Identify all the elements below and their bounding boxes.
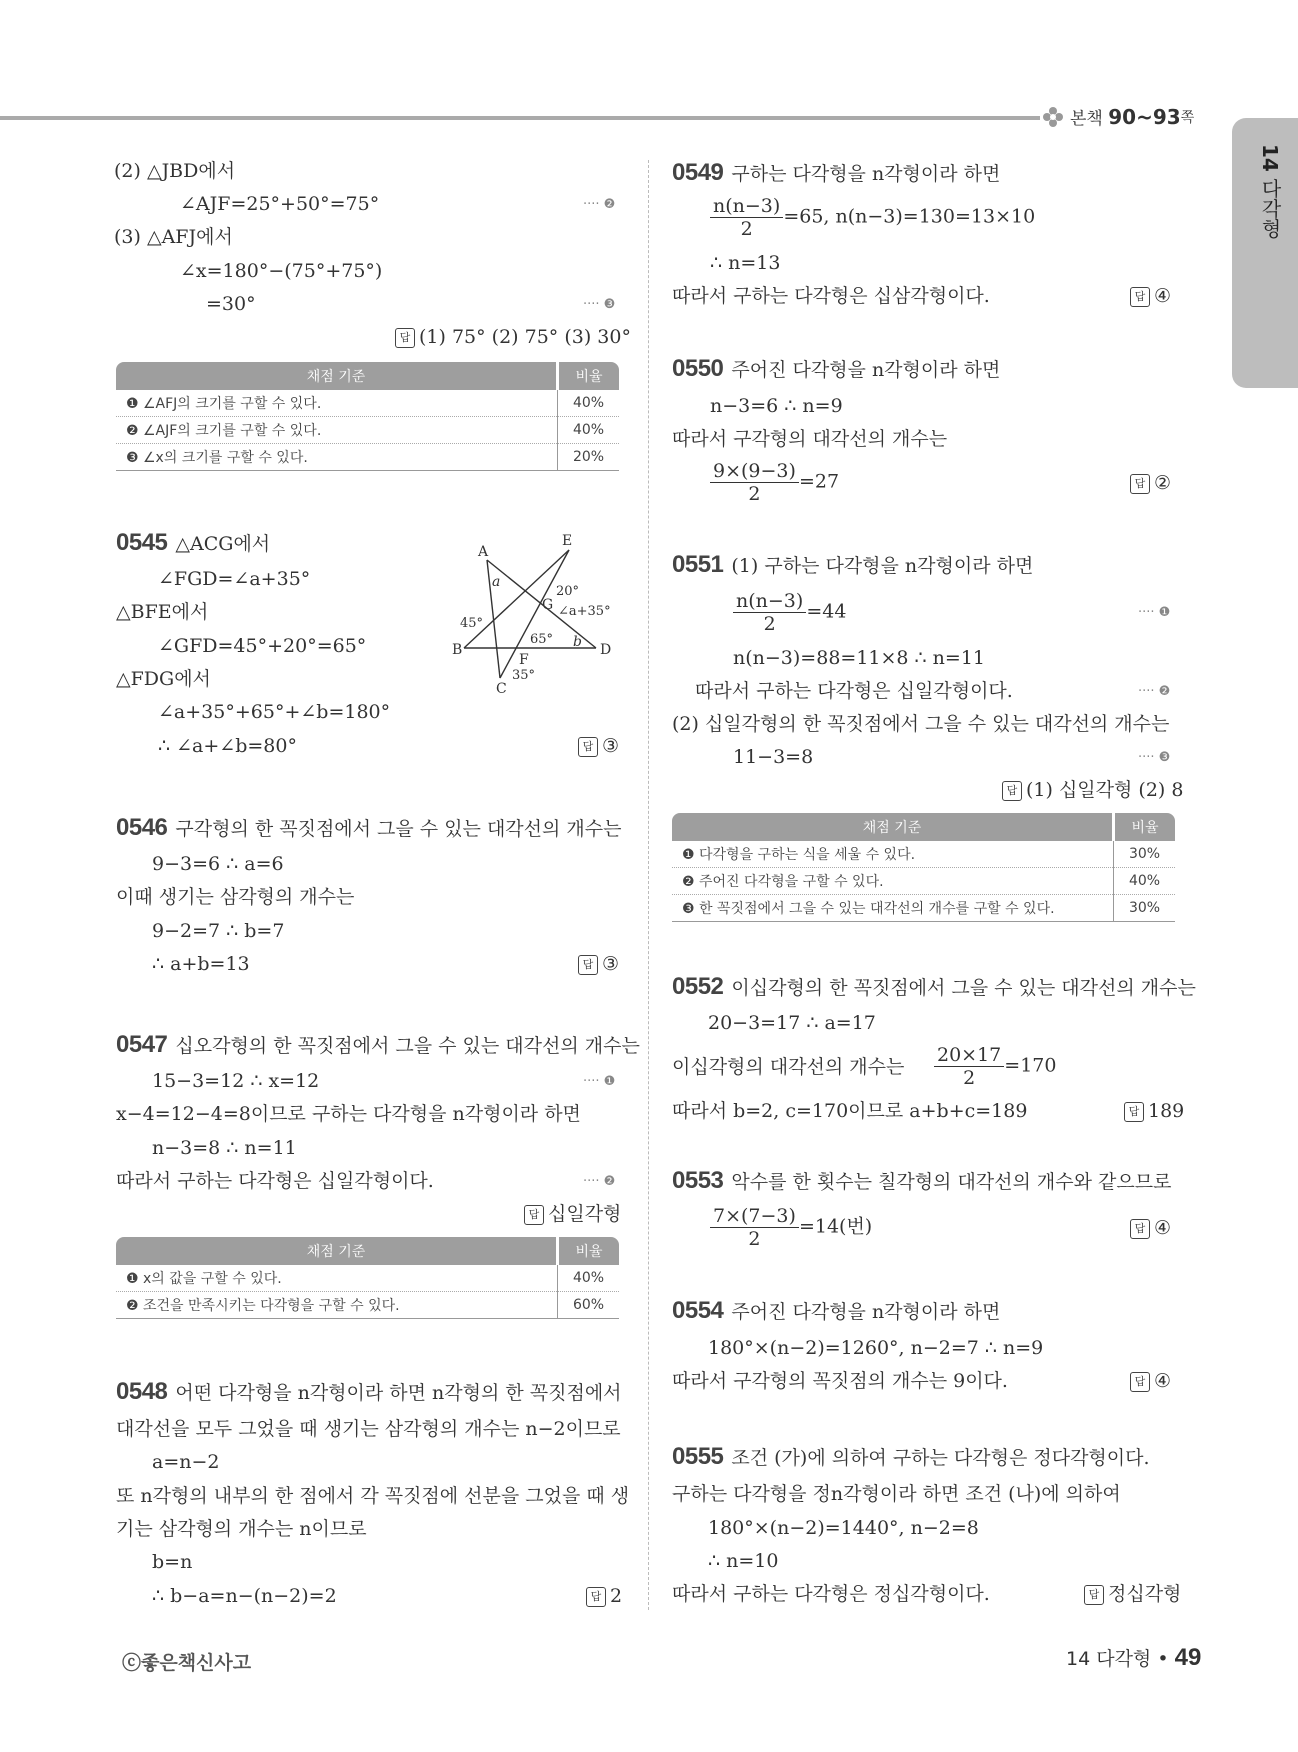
p0553-fraction-line: $\frac{7\times(7-3)}{2}$ =14(번)	[710, 1205, 872, 1250]
criteria-cell: ❷ 조건을 만족시키는 다각형을 구할 수 있다.	[116, 1292, 558, 1319]
criteria-cell: ❶ 다각형을 구하는 식을 세울 수 있다.	[672, 841, 1114, 868]
fraction-denominator: 2	[763, 613, 776, 635]
criteria-cell: ❶ x의 값을 구할 수 있다.	[116, 1265, 558, 1292]
p0545-line3: △BFE에서	[116, 601, 209, 623]
problem-number: 0548	[116, 1378, 168, 1405]
p0548-answer: 답 2	[586, 1585, 622, 1607]
p0554-line1: 0554 주어진 다각형을 n각형이라 하면	[672, 1297, 1001, 1324]
criteria-header: 채점 기준	[116, 1237, 558, 1265]
footer-sep: •	[1157, 1648, 1169, 1670]
p0549-line3: ∴ n=13	[710, 252, 781, 274]
criteria-cell: ❸ ∠x의 크기를 구할 수 있다.	[116, 444, 558, 471]
ratio-cell: 40%	[558, 1265, 620, 1292]
criteria-header: 채점 기준	[672, 813, 1114, 841]
p0551-line1: 0551 (1) 구하는 다각형을 n각형이라 하면	[672, 551, 1034, 578]
criteria-cell: ❸ 한 꼭짓점에서 그을 수 있는 대각선의 개수를 구할 수 있다.	[672, 895, 1114, 922]
answer-mark-icon: 답	[1130, 1372, 1150, 1392]
p0555-line1: 0555 조건 (가)에 의하여 구하는 다각형은 정다각형이다.	[672, 1443, 1150, 1470]
p0547-mark2: ···· ❶	[583, 1074, 616, 1089]
p0547-line5: 따라서 구하는 다각형은 십일각형이다.	[116, 1170, 434, 1192]
p0552-answer: 답 189	[1124, 1100, 1184, 1122]
ratio-cell: 60%	[558, 1292, 620, 1319]
criteria-cell: ❷ 주어진 다각형을 구할 수 있다.	[672, 868, 1114, 895]
p0551-line5: (2) 십일각형의 한 꼭짓점에서 그을 수 있는 대각선의 개수는	[672, 713, 1170, 735]
p0555-answer: 답 정십각형	[1084, 1583, 1181, 1605]
answer-mark-icon: 답	[1084, 1585, 1104, 1605]
chapter-tab-number: 14	[1258, 144, 1282, 172]
p0554-answer: 답 ④	[1130, 1370, 1171, 1392]
ref-label: 본책	[1070, 109, 1103, 129]
p0547-line2: 15−3=12 ∴ x=12	[152, 1070, 320, 1092]
header-rule	[0, 116, 1040, 120]
p0544-mark2: ···· ❷	[583, 197, 616, 212]
label-45deg: 45°	[460, 616, 484, 631]
p0547-criteria-table	[116, 1237, 619, 1319]
p0544-line5: =30°	[206, 293, 256, 315]
p0551-line3: n(n−3)=88=11×8 ∴ n=11	[733, 647, 986, 669]
problem-number: 0545	[116, 529, 168, 556]
p0551-line6: 11−3=8	[733, 746, 814, 768]
fraction-numerator: 9×(9−3)	[710, 460, 799, 483]
p0546-line2: 9−3=6 ∴ a=6	[152, 853, 284, 875]
answer-mark-icon: 답	[1130, 474, 1150, 494]
p0545-line1: 0545 △ACG에서	[116, 529, 271, 556]
ratio-header: 비율	[558, 362, 620, 390]
p0548-line6: b=n	[152, 1551, 193, 1573]
answer-mark-icon: 답	[1130, 1219, 1150, 1239]
chapter-tab	[1232, 118, 1298, 388]
label-D: D	[600, 642, 612, 658]
p0547-line4: n−3=8 ∴ n=11	[152, 1137, 297, 1159]
p0544-line4: ∠x=180°−(75°+75°)	[180, 260, 383, 282]
answer-mark-icon: 답	[395, 328, 415, 348]
p0546-line3: 이때 생기는 삼각형의 개수는	[116, 886, 355, 908]
p0555-line3: 180°×(n−2)=1440°, n−2=8	[708, 1517, 979, 1539]
p0544-answer	[395, 326, 631, 348]
p0548-line7: ∴ b−a=n−(n−2)=2	[152, 1585, 337, 1607]
p0544-line2: ∠AJF=25°+50°=75°	[180, 193, 380, 215]
ratio-cell: 40%	[1114, 868, 1176, 895]
label-C: C	[496, 681, 507, 697]
answer-mark-icon: 답	[586, 1587, 606, 1607]
fraction-denominator: 2	[963, 1067, 976, 1089]
fraction-denominator: 2	[748, 1228, 761, 1250]
p0551-answer: 답 (1) 십일각형 (2) 8	[1002, 779, 1183, 801]
p0547-line3: x−4=12−4=8이므로 구하는 다각형을 n각형이라 하면	[116, 1103, 581, 1125]
criteria-cell: ❷ ∠AJF의 크기를 구할 수 있다.	[116, 417, 558, 444]
p0552-line4: 따라서 b=2, c=170이므로 a+b+c=189	[672, 1100, 1028, 1122]
p0545-line6: ∠a+35°+65°+∠b=180°	[158, 701, 391, 723]
p0551-mark2: ···· ❷	[1138, 684, 1171, 699]
ratio-cell: 20%	[558, 444, 620, 471]
p0549-answer: 답 ④	[1130, 285, 1171, 307]
p0545-answer: 답 ③	[578, 735, 619, 757]
ref-unit: 쪽	[1180, 109, 1195, 126]
problem-number: 0553	[672, 1167, 724, 1194]
ratio-cell: 30%	[1114, 841, 1176, 868]
criteria-header: 채점 기준	[116, 362, 558, 390]
label-B: B	[452, 642, 463, 658]
p0552-line3: 이십각형의 대각선의 개수는	[672, 1056, 905, 1078]
p0547-line1: 0547 십오각형의 한 꼭짓점에서 그을 수 있는 대각선의 개수는	[116, 1031, 640, 1058]
p0550-line2: n−3=6 ∴ n=9	[710, 395, 843, 417]
fraction-numerator: n(n−3)	[710, 195, 783, 218]
p0551-mark1: ···· ❶	[1138, 605, 1171, 620]
p0547-answer: 답 십일각형	[524, 1203, 621, 1225]
page-reference	[1042, 104, 1194, 129]
label-G: G	[542, 597, 554, 613]
problem-number: 0549	[672, 159, 724, 186]
ratio-cell: 30%	[1114, 895, 1176, 922]
problem-number: 0552	[672, 973, 724, 1000]
fraction-denominator: 2	[748, 483, 761, 505]
p0551-mark3: ···· ❸	[1138, 750, 1171, 765]
label-20deg: 20°	[556, 584, 580, 599]
p0549-fraction-line: $\frac{n(n-3)}{2}$ =65, n(n−3)=130=13×10	[710, 195, 1035, 240]
p0545-line4: ∠GFD=45°+20°=65°	[158, 635, 367, 657]
label-35deg: 35°	[512, 668, 536, 683]
p0551-criteria-table	[672, 813, 1175, 922]
answer-mark-icon: 답	[578, 955, 598, 975]
fraction-numerator: 7×(7−3)	[710, 1205, 799, 1228]
problem-number: 0555	[672, 1443, 724, 1470]
p0555-line5: 따라서 구하는 다각형은 정십각형이다.	[672, 1583, 990, 1605]
p0548-line1: 0548 어떤 다각형을 n각형이라 하면 n각형의 한 꼭짓점에서	[116, 1378, 622, 1405]
p0548-line4: 또 n각형의 내부의 한 점에서 각 꼭짓점에 선분을 그었을 때 생	[116, 1485, 630, 1507]
answer-mark-icon: 답	[1130, 287, 1150, 307]
label-a35: ∠a+35°	[558, 604, 611, 619]
p0544-mark5: ···· ❸	[583, 297, 616, 312]
p0555-line2: 구하는 다각형을 정n각형이라 하면 조건 (나)에 의하여	[672, 1483, 1121, 1505]
fraction-numerator: 20×17	[934, 1044, 1004, 1067]
problem-number: 0546	[116, 814, 168, 841]
p0553-line1: 0553 악수를 한 횟수는 칠각형의 대각선의 개수와 같으므로	[672, 1167, 1172, 1194]
p0552-fraction-line: $\frac{20\times 17}{2}$ =170	[934, 1044, 1056, 1089]
p0546-line1: 0546 구각형의 한 꼭짓점에서 그을 수 있는 대각선의 개수는	[116, 814, 622, 841]
problem-number: 0550	[672, 355, 724, 382]
p0553-answer: 답 ④	[1130, 1217, 1171, 1239]
p0551-line4: 따라서 구하는 다각형은 십일각형이다.	[695, 680, 1013, 702]
criteria-cell: ❶ ∠AFJ의 크기를 구할 수 있다.	[116, 390, 558, 417]
p0544-line3: (3) △AFJ에서	[114, 226, 233, 248]
p0546-answer: 답 ③	[578, 953, 619, 975]
ratio-header: 비율	[558, 1237, 620, 1265]
p0546-line5: ∴ a+b=13	[152, 953, 250, 975]
ref-pages: 90~93	[1108, 104, 1181, 129]
p0550-line3: 따라서 구각형의 대각선의 개수는	[672, 428, 948, 450]
star-figure	[450, 530, 630, 700]
page-number: 49	[1174, 1644, 1202, 1671]
publisher-logo: ⓒ좋은책신사고	[122, 1652, 252, 1674]
p0548-line5: 기는 삼각형의 개수는 n이므로	[116, 1518, 367, 1540]
label-angle-b: b	[573, 634, 582, 650]
ratio-cell: 40%	[558, 417, 620, 444]
problem-number: 0551	[672, 551, 724, 578]
p0550-answer: 답 ②	[1130, 472, 1171, 494]
answer-mark-icon: 답	[578, 737, 598, 757]
p0549-line1: 0549 구하는 다각형을 n각형이라 하면	[672, 159, 1001, 186]
p0548-line3: a=n−2	[152, 1451, 220, 1473]
problem-number: 0554	[672, 1297, 724, 1324]
p0554-line2: 180°×(n−2)=1260°, n−2=7 ∴ n=9	[708, 1337, 1044, 1359]
p0551-fraction-line: $\frac{n(n-3)}{2}$ =44	[733, 590, 846, 635]
label-F: F	[519, 652, 529, 668]
p0552-line2: 20−3=17 ∴ a=17	[708, 1012, 876, 1034]
column-divider	[648, 160, 649, 1610]
p0544-line1: (2) △JBD에서	[114, 160, 236, 182]
p0554-line3: 따라서 구각형의 꼭짓점의 개수는 9이다.	[672, 1370, 1008, 1392]
p0545-line2: ∠FGD=∠a+35°	[158, 568, 311, 590]
p0545-line5: △FDG에서	[116, 668, 211, 690]
p0547-mark5: ···· ❷	[583, 1174, 616, 1189]
ratio-cell: 40%	[558, 390, 620, 417]
flower-icon	[1042, 106, 1064, 128]
p0548-line2: 대각선을 모두 그었을 때 생기는 삼각형의 개수는 n−2이므로	[116, 1418, 621, 1440]
answer-mark-icon: 답	[524, 1205, 544, 1225]
p0544-criteria-table	[116, 362, 619, 471]
page-footer	[1066, 1644, 1201, 1672]
p0550-line1: 0550 주어진 다각형을 n각형이라 하면	[672, 355, 1001, 382]
label-65deg: 65°	[530, 632, 554, 647]
fraction-denominator: 2	[740, 218, 753, 240]
label-A: A	[478, 544, 489, 560]
answer-mark-icon: 답	[1124, 1102, 1144, 1122]
p0552-line1: 0552 이십각형의 한 꼭짓점에서 그을 수 있는 대각선의 개수는	[672, 973, 1196, 1000]
label-angle-a: a	[492, 574, 501, 590]
p0546-line4: 9−2=7 ∴ b=7	[152, 920, 285, 942]
footer-chapter: 14 다각형	[1066, 1648, 1152, 1670]
fraction-numerator: n(n−3)	[733, 590, 806, 613]
p0555-line4: ∴ n=10	[708, 1550, 779, 1572]
p0545-line7: ∴ ∠a+∠b=80°	[158, 735, 297, 757]
answer-mark-icon: 답	[1002, 781, 1022, 801]
label-E: E	[562, 533, 573, 549]
p0544-answer-text: (1) 75° (2) 75° (3) 30°	[419, 326, 631, 348]
problem-number: 0547	[116, 1031, 168, 1058]
ratio-header: 비율	[1114, 813, 1176, 841]
p0549-line4: 따라서 구하는 다각형은 십삼각형이다.	[672, 285, 990, 307]
p0550-fraction-line: $\frac{9\times(9-3)}{2}$ =27	[710, 460, 839, 505]
chapter-tab-title: 다각형	[1258, 178, 1282, 239]
